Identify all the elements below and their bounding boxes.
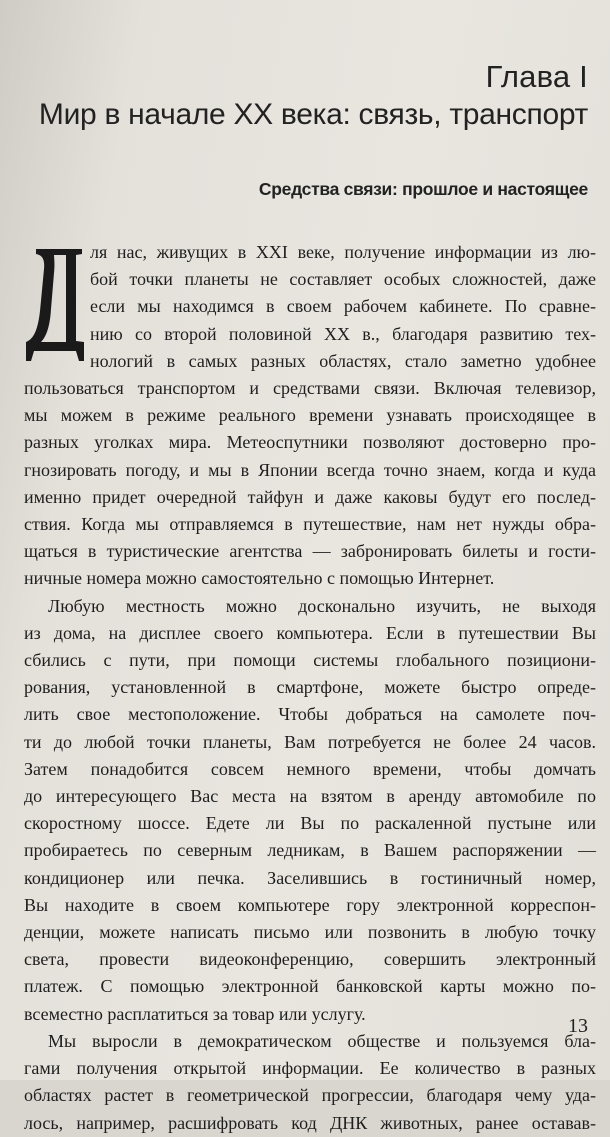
text-line: платеж. С помощью электронной банковской карты можно по- xyxy=(24,976,596,997)
dropcap-letter xyxy=(24,245,86,363)
text-line: гами получения открытой информации. Ее количество в разных xyxy=(24,1058,596,1079)
chapter-title: Мир в начале XX века: связь, транспорт xyxy=(38,98,588,131)
text-line: сбились с пути, при помощи системы глобального позициони- xyxy=(24,650,596,671)
text-line: разных уголках мира. Метеоспутники позволяют достоверно про- xyxy=(24,432,596,453)
text-line: если мы находимся в своем рабочем кабинете. По сравне- xyxy=(90,296,596,317)
text-line: скоростному шоссе. Едете ли Вы по раскаленной пустыне или xyxy=(24,813,596,834)
text-line: лось, например, расшифровать код ДНК животных, ранее оставав- xyxy=(24,1112,596,1133)
text-line: рования, установленной в смартфоне, можете быстро опреде- xyxy=(24,677,596,698)
text-line: гнозировать погоду, и мы в Японии всегда точно знаем, когда и куда xyxy=(24,459,596,480)
text-line: кондиционер или печка. Заселившись в гостиничный номер, xyxy=(24,867,596,888)
text-line: щаться в туристические агентства — забронировать билеты и гости- xyxy=(24,541,596,562)
text-line: ля нас, живущих в XXI веке, получение информации из лю- xyxy=(90,242,596,262)
text-line: из дома, на дисплее своего компьютера. Если в путешествии Вы xyxy=(24,622,596,643)
text-line: лить свое местоположение. Чтобы добраться на самолете поч- xyxy=(24,704,596,725)
text-line: областях растет в геометрической прогрессии, благодаря чему уда- xyxy=(24,1085,596,1106)
text-line: света, провести видеоконференцию, совершить электронный xyxy=(24,949,596,970)
text-line: до интересующего Вас места на взятом в аренду автомобиле по xyxy=(24,786,596,807)
paragraph-2 xyxy=(24,593,596,1028)
text-line: Мы выросли в демократическом обществе и пользуемся бла- xyxy=(48,1030,596,1051)
text-line: денции, можете написать письмо или позвонить в любую точку xyxy=(24,922,596,943)
chapter-heading xyxy=(39,58,588,134)
text-line: бой точки планеты не составляет особых сложностей, даже xyxy=(90,269,596,290)
dropcap-glyph xyxy=(24,245,86,363)
page-number: 13 xyxy=(568,1015,588,1037)
text-line: ти до любой точки планеты, Вам потребуется не более 24 часов. xyxy=(24,731,596,752)
text-line: Вы находите в своем компьютере гору электронной корреспон- xyxy=(24,894,596,915)
text-line: ничные номера можно самостоятельно с помощью Интернет. xyxy=(24,568,495,589)
text-line: пользоваться транспортом и средствами связи. Включая телевизор, xyxy=(24,378,596,399)
text-line: ствия. Когда мы отправляемся в путешествие, нам нет нужды обра- xyxy=(24,514,596,535)
chapter-label: Глава I xyxy=(485,59,588,94)
text-line: Любую местность можно досконально изучить, не выходя xyxy=(48,595,596,616)
text-line: пробираетесь по северным ледникам, в Вашем распоряжении — xyxy=(24,840,596,861)
text-line: именно придет очередной тайфун и даже каковы будут его послед- xyxy=(24,486,596,507)
body-text xyxy=(24,239,596,1137)
paragraph-1 xyxy=(24,239,596,593)
section-title: Средства связи: прошлое и настоящее xyxy=(258,179,588,199)
paragraph-3 xyxy=(24,1028,596,1137)
text-line: всеместно расплатиться за товар или услугу. xyxy=(24,1003,366,1024)
text-line: нию со второй половиной XX в., благодаря развитию тех- xyxy=(90,323,596,344)
text-line: мы можем в режиме реального времени узнавать происходящее в xyxy=(24,405,596,426)
text-line: Затем понадобится совсем немного времени, чтобы домчать xyxy=(24,758,596,779)
text-line: нологий в самых разных областях, стало заметно удобнее xyxy=(90,350,596,371)
